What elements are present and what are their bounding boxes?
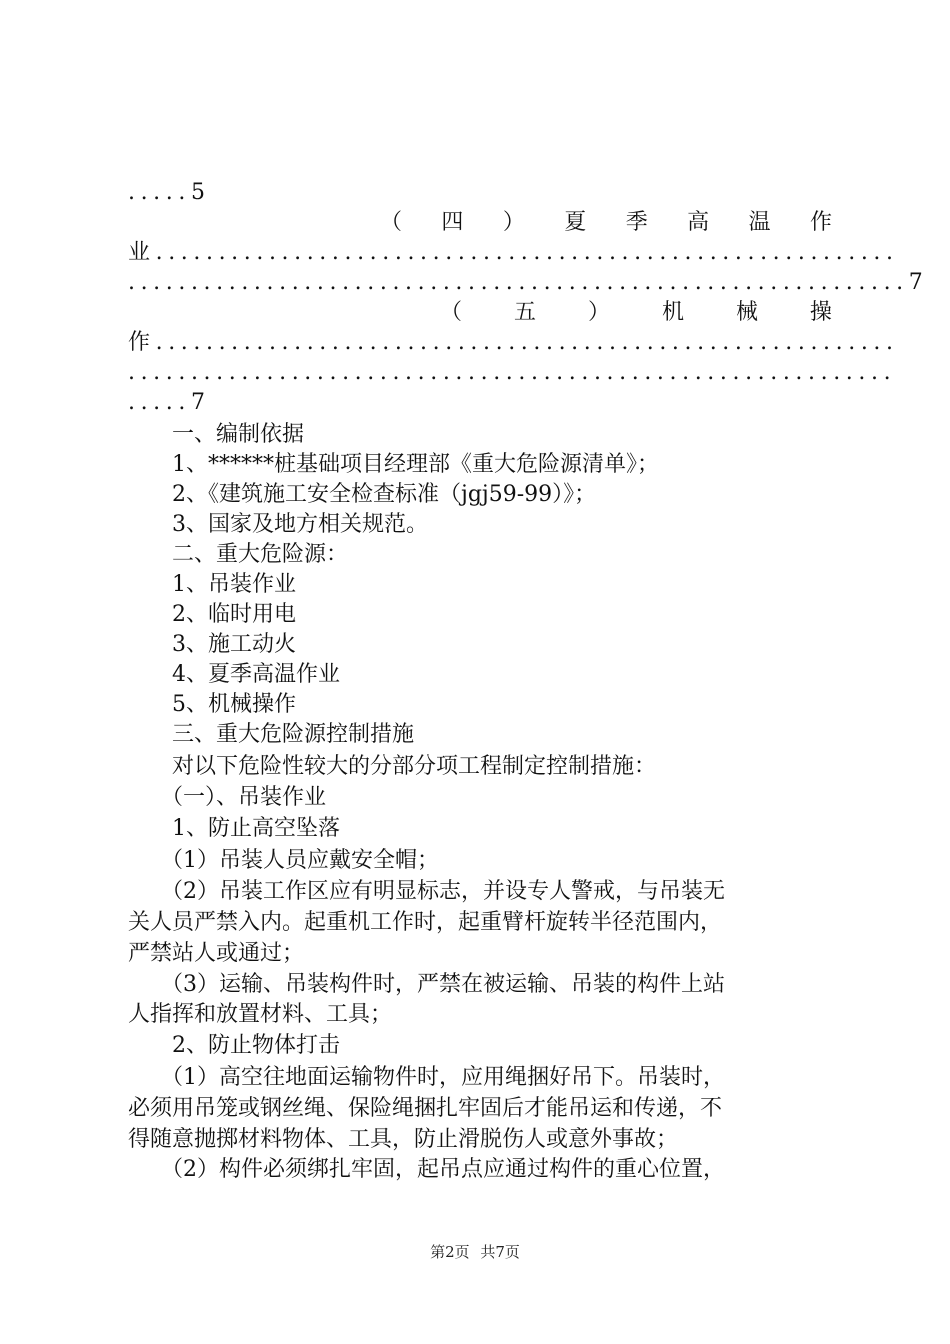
body-line: 严禁站人或通过； <box>128 941 305 966</box>
body-line: 一、编制依据 <box>128 422 305 447</box>
toc-char: 高 <box>687 210 710 235</box>
body-line: 2、临时用电 <box>128 602 296 627</box>
body-line: 2、《建筑施工安全检查标准（jgj59-99）》； <box>128 482 597 507</box>
toc-char: （ <box>440 300 463 325</box>
body-line: 1、******桩基础项目经理部《重大危险源清单》； <box>128 452 659 477</box>
body-line: 1、防止高空坠落 <box>128 816 340 841</box>
toc-line-continuation: .....5 <box>128 180 211 205</box>
body-line: （2）吊装工作区应有明显标志，并设专人警戒，与吊装无 <box>128 879 725 904</box>
toc-item-5-dots: 作........................................................... <box>128 330 899 355</box>
body-line: （1）高空往地面运输物件时，应用绳捆好吊下。吊装时， <box>128 1065 725 1090</box>
toc-char: 夏 <box>564 210 587 235</box>
body-line: 1、吊装作业 <box>128 572 296 597</box>
toc-item-4-page: ..............................................................7 <box>128 270 929 295</box>
body-line: （一）、吊装作业 <box>128 785 327 810</box>
toc-item-5-page: .....7 <box>128 390 211 415</box>
toc-char: ） <box>587 300 610 325</box>
toc-char: 季 <box>625 210 648 235</box>
toc-char: 五 <box>513 300 536 325</box>
toc-item-4-dots: 业........................................................... <box>128 240 899 265</box>
toc-char: 作 <box>809 210 832 235</box>
toc-char: 械 <box>735 300 758 325</box>
toc-char: 四 <box>441 210 464 235</box>
body-line: （3）运输、吊装构件时，严禁在被运输、吊装的构件上站 <box>128 972 725 997</box>
body-line: （1）吊装人员应戴安全帽； <box>128 848 439 873</box>
toc-item-5-dots-2: ............................................................. <box>128 360 897 385</box>
body-line: 3、施工动火 <box>128 632 296 657</box>
body-line: 关人员严禁入内。起重机工作时，起重臂杆旋转半径范围内， <box>128 910 723 935</box>
page-total: 共7页 <box>480 1243 520 1261</box>
toc-char: 操 <box>809 300 832 325</box>
body-line: 2、防止物体打击 <box>128 1033 340 1058</box>
body-line: 4、夏季高温作业 <box>128 662 340 687</box>
body-line: 二、重大危险源： <box>128 542 349 567</box>
page-footer <box>0 1242 950 1262</box>
toc-char: ） <box>502 210 525 235</box>
body-line: 人指挥和放置材料、工具； <box>128 1002 393 1027</box>
body-line: 必须用吊笼或钢丝绳、保险绳捆扎牢固后才能吊运和传递，不 <box>128 1096 723 1121</box>
page-number: 第2页 <box>430 1243 470 1261</box>
body-line: 5、机械操作 <box>128 692 296 717</box>
body-line: 3、国家及地方相关规范。 <box>128 512 428 537</box>
toc-item-4-heading <box>380 208 832 238</box>
body-line: 得随意抛掷材料物体、工具，防止滑脱伤人或意外事故； <box>128 1127 679 1152</box>
body-line: 三、重大危险源控制措施 <box>128 722 415 747</box>
toc-char: （ <box>380 210 403 235</box>
toc-char: 温 <box>748 210 771 235</box>
toc-char: 机 <box>661 300 684 325</box>
body-line: 对以下危险性较大的分部分项工程制定控制措施： <box>128 754 657 779</box>
toc-item-5-heading <box>440 298 832 328</box>
body-line: （2）构件必须绑扎牢固，起吊点应通过构件的重心位置， <box>128 1157 725 1182</box>
